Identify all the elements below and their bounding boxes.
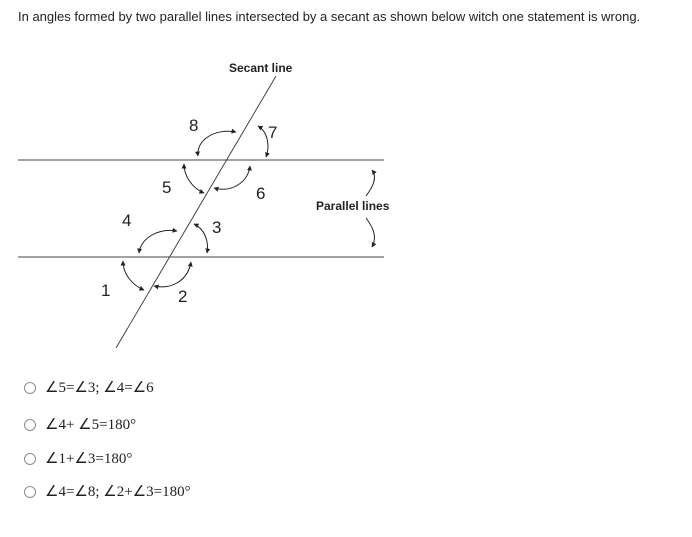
option-4[interactable] xyxy=(24,482,191,501)
angle-label-5: 5 xyxy=(162,178,172,197)
radio-button[interactable] xyxy=(24,382,36,394)
secant-line-label: Secant line xyxy=(229,61,293,75)
angle-arc-7 xyxy=(258,126,268,157)
angle-label-2: 2 xyxy=(178,287,188,306)
angle-label-3: 3 xyxy=(212,218,222,237)
angle-arc-4 xyxy=(139,230,177,253)
option-1[interactable] xyxy=(24,378,154,397)
angle-label-8: 8 xyxy=(189,116,199,135)
option-2[interactable] xyxy=(24,415,136,434)
angle-arc-8 xyxy=(198,131,236,156)
radio-button[interactable] xyxy=(24,453,36,465)
angle-arc-1 xyxy=(123,261,144,290)
parallel-indicator-arrow-top xyxy=(366,170,374,196)
angle-label-1: 1 xyxy=(101,281,111,300)
option-3[interactable] xyxy=(24,449,132,468)
angle-arc-6 xyxy=(214,166,250,189)
option-label: ∠4=∠8; ∠2+∠3=180° xyxy=(45,484,191,500)
option-label: ∠1+∠3=180° xyxy=(45,451,133,467)
radio-button[interactable] xyxy=(24,419,36,431)
angle-label-6: 6 xyxy=(256,184,266,203)
question-text: In angles formed by two parallel lines intersected by a secant as shown below witch one statement is wrong. xyxy=(18,9,641,24)
angle-arc-5 xyxy=(184,164,204,193)
angle-label-4: 4 xyxy=(122,211,132,230)
option-label: ∠4+ ∠5=180° xyxy=(45,417,137,433)
parallel-indicator-arrow-bottom xyxy=(366,218,374,247)
parallel-lines-label: Parallel lines xyxy=(316,199,390,213)
option-label: ∠5=∠3; ∠4=∠6 xyxy=(45,380,154,396)
radio-button[interactable] xyxy=(24,486,36,498)
angle-label-7: 7 xyxy=(268,123,278,142)
angle-arc-3 xyxy=(194,224,207,253)
